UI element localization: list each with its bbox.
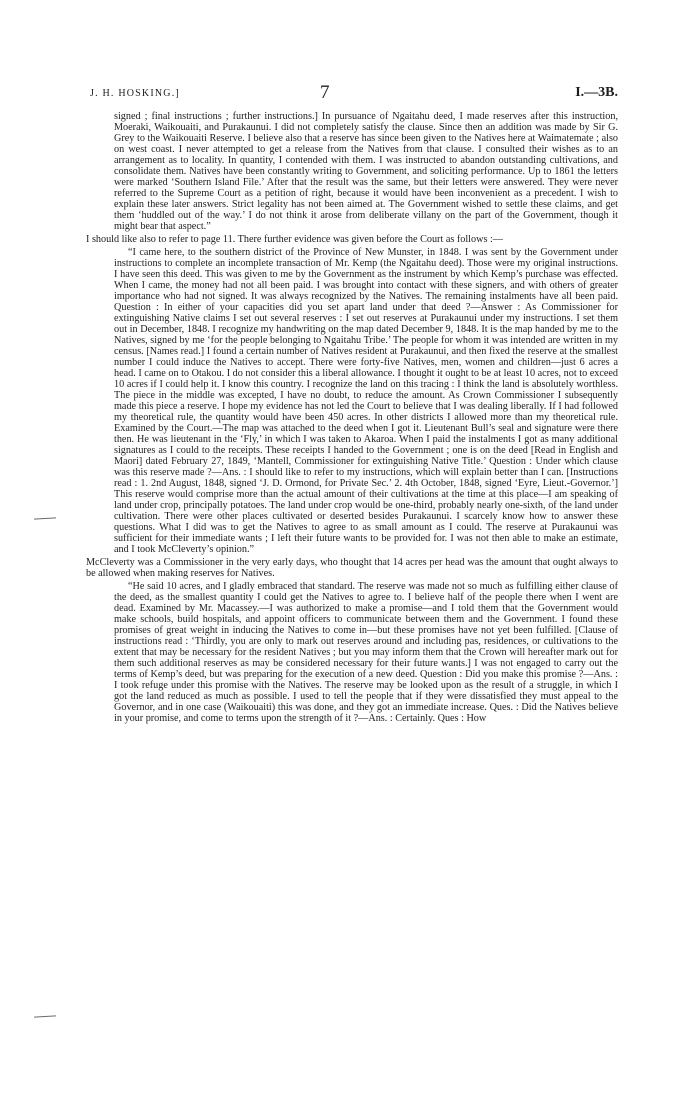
document-body <box>86 111 618 724</box>
evidence-quote-paragraph: signed ; final instructions ; further instructions.] In pursuance of Ngaitahu deed, I made reserves after this instruction, Moeraki, Waikouaiti, and Purakaunui. I did not completely satisfy the clause. Since then an addition was made by Sir G. Grey to the Waikouaiti Reserve. I believe also that a reserve has since been given to the Natives here at Waimatemate ; also on west coast. I never attempted to get a release from the Natives from that clause. I consulted their wishes as to an arrangement as to locality. In quantity, I contended with them. I was instructed to abandon outstanding cultivations, and consolidate them. Natives have been constantly writing to Government, and soliciting performance. Up to 1861 the letters were marked ‘Southern Island File.’ After that the result was the same, but their letters were answered. They were never referred to the Supreme Court as a petition of right, because it would have been inconvenient as a precedent. I wish to explain these later answers. Strict legality has not been aimed at. The Government wished to settle these claims, and get them ‘huddled out of the way.’ I do not think it arose from deliberate villany on the part of the Government, though it might bear that aspect.” <box>114 111 618 232</box>
document-reference: I.—3B. <box>575 85 618 100</box>
body-paragraph: I should like also to refer to page 11. There further evidence was given before the Court as follows :— <box>86 234 503 245</box>
margin-mark <box>34 517 56 519</box>
margin-mark <box>34 1015 56 1017</box>
evidence-quote-paragraph: “I came here, to the southern district of the Province of New Munster, in 1848. I was sent by the Government under instructions to complete an incomplete transaction of Mr. Kemp (the Ngaitahu deed). Those were my original instructions. I have seen this deed. This was given to me by the Government as the instrument by which Kemp’s purchase was effected. When I came, the money had not all been paid. I was brought into contact with these signers, and with others of greater importance who had not signed. It was always recognized by the Natives. The remaining instalments have all been paid. Question : In either of your capacities did you set apart land under that deed ?—Answer : As Commissioner for extinguishing Native claims I set out several reserves : I set out reserves at Purakaunui under my instructions. I set them out in December, 1848. I recognize my handwriting on the map dated December 9, 1848. It is the map handed by me to the Natives, signed by me ‘for the people belonging to Ngaitahu Tribe.’ The people for whom it was intended are written in my census. [Names read.] I found a certain number of Natives resident at Purakaunui, and then fixed the reserve at the smallest number I could induce the Natives to accept. There were forty-five Natives, men, women and children—just 6 acres a head. I came on to Otakou. I do not consider this a liberal allowance. I thought it ought to be at least 10 acres, not to exceed 10 acres if I could help it. I know this country. I recognize the land on this tracing : I think the land is absolutely worthless. The piece in the middle was excepted, I have no doubt, to reduce the amount. As Crown Commissioner I subsequently made this piece a reserve. I hope my evidence has not led the Court to believe that I was dealing liberally. If I had followed my theoretical rule, the quantity would have been 450 acres. In other districts I allowed more than my theoretical rule. Examined by the Court.—The map was attached to the deed when I got it. Lieutenant Bull’s seal and signature were there then. He was lieutenant in the ‘Fly,’ in which I was taken to Akaroa. When I paid the instalments I got as many additional signatures as I could to the receipts. These receipts I handed to the Government ; one is on the deed [Read in English and Maori] dated February 27, 1849, ‘Mantell, Commissioner for extinguishing Native Title.’ Question : Under which clause was this reserve made ?—Ans. : I should like to refer to my instructions, which will explain better than I can. [Instructions read : 1. 2nd August, 1848, signed ‘J. D. Ormond, for Private Sec.’ 2. 4th October, 1848, signed ‘Eyre, Lieut.-Governor.’] This reserve would comprise more than the actual amount of their cultivations at the time at this place—I am speaking of land under crop, principally potatoes. The land under crop would be one-third, probably nearly one-sixth, of the land under cultivation. There were other places cultivated or deserted besides Purakaunui. I scarcely know how to answer these questions. What I did was to get the Natives to agree to as small amount as I could. The reserve at Purakaunui was sufficient for their immediate wants ; I left their future wants to be provided for. I was not then able to make an estimate, and I took McCleverty’s opinion.” <box>114 247 618 555</box>
evidence-quote-paragraph: “He said 10 acres, and I gladly embraced that standard. The reserve was made not so much as fulfilling either clause of the deed, as the smallest quantity I could get the Natives to agree to. I believe half of the people there when I went are dead. Examined by Mr. Macassey.—I was authorized to make a promise—and I told them that the Government would make schools, build hospitals, and appoint officers to communicate between them and the Government. I found these promises of great weight in inducing the Natives to come in—but these promises have not yet been fulfilled. [Clause of instructions read : ‘Thirdly, you are only to mark out reserves around and including pas, residences, or cultivations to the extent that may be necessary for the resident Natives ; but you may inform them that the Crown will hereafter mark out for them such additional reserves as may be considered necessary for their future wants.] I was not engaged to carry out the terms of Kemp’s deed, but was preparing for the execution of a new deed. Question : Did you make this promise ?—Ans. : I took refuge under this promise with the Natives. The reserve may be looked upon as the result of a struggle, in which I got the land reduced as much as possible. I used to tell the people that if they were dissatisfied they must appeal to the Governor, and in one case (Waikouaiti) this was done, and they got an immediate increase. Ques. : Did the Natives believe in your promise, and come to terms upon the strength of it ?—Ans. : Certainly. Ques : How <box>114 581 618 724</box>
header-author: J. H. HOSKING.] <box>90 88 180 99</box>
body-paragraph: McCleverty was a Commissioner in the very early days, who thought that 14 acres per head was the amount that ought always to be allowed when making reserves for Natives. <box>86 557 618 579</box>
page-number: 7 <box>320 82 330 103</box>
page-header <box>84 84 618 108</box>
